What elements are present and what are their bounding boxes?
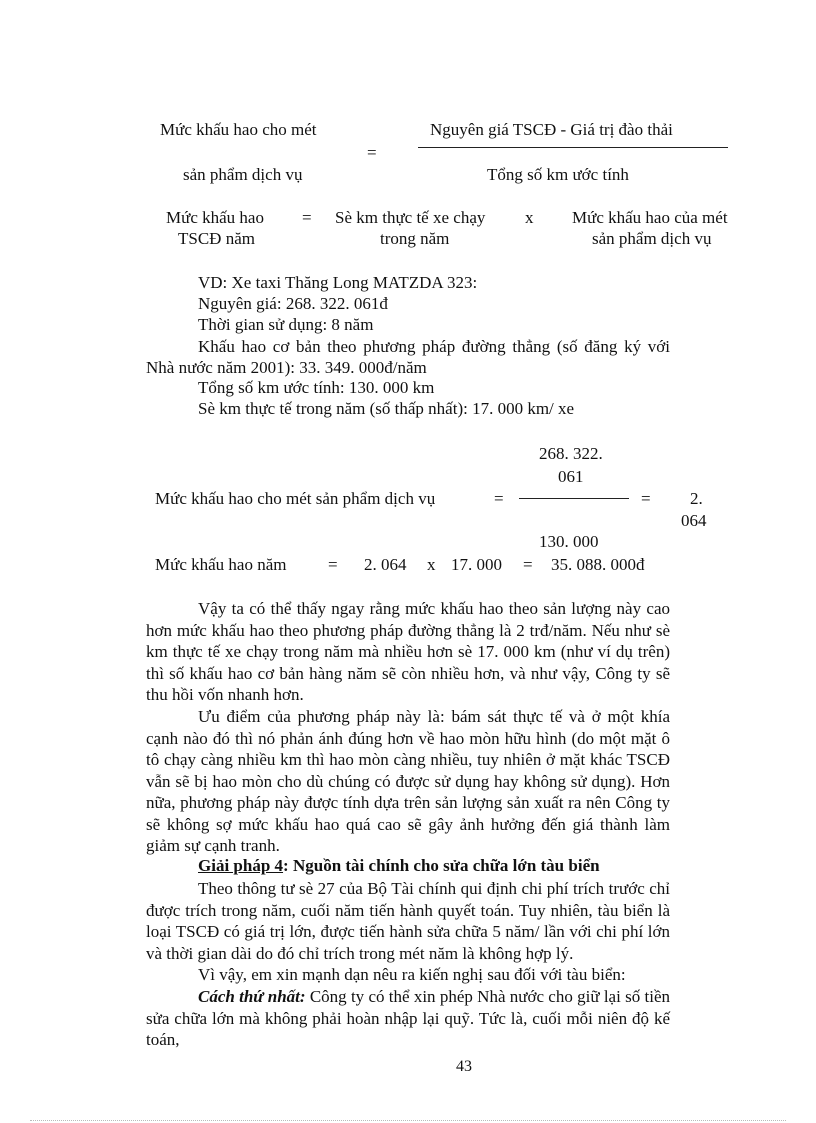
example-line: Khấu hao cơ bản theo phương pháp đường thẳng (số đăng ký với Nhà nước năm 2001): 33. 349. 000đ/năm	[146, 337, 670, 377]
fraction-bar	[519, 498, 629, 499]
paragraph-lead: Cách thứ nhất:	[198, 987, 306, 1006]
formula2-term2-line2: sản phẩm dịch vụ	[592, 229, 712, 248]
section-label: Giải pháp 4	[198, 856, 284, 875]
calc1-denominator: 130. 000	[539, 532, 599, 551]
calc2-label: Mức khấu hao năm	[155, 555, 287, 574]
calc1-equals-2: =	[641, 489, 651, 508]
calc1-numerator-line1: 268. 322.	[539, 444, 603, 463]
paragraph: Vì vậy, em xin mạnh dạn nêu ra kiến nghị sau đối với tàu biển:	[198, 965, 626, 984]
paragraph-text: Công ty có thể xin phép Nhà nước cho giữ lại số tiền sửa chữa lớn mà không phải hoàn nhập lại quỹ. Tức là, cuối mỗi niên độ kế toán,	[146, 987, 670, 1049]
calc1-numerator-line2: 061	[558, 467, 584, 486]
formula2-term2-line1: Mức khấu hao của mét	[572, 208, 728, 227]
example-line: Sè km thực tế trong năm (số thấp nhất): 17. 000 km/ xe	[198, 399, 575, 418]
formula2-term1-line2: trong năm	[380, 229, 450, 248]
calc1-result-line1: 2.	[690, 489, 703, 508]
paragraph: Theo thông tư sè 27 của Bộ Tài chính qui định chi phí trích trước chỉ được trích trong năm, cuối năm tiến hành quyết toán. Tuy nhiên, tàu biển là loại TSCĐ có giá trị lớn, được tiến hành sửa chữa 5 năm/ lần với chi phí lớn và thời gian dài do đó chỉ trích trong mét năm là không hợp lý.	[146, 879, 670, 963]
formula2-lhs-line2: TSCĐ năm	[178, 229, 255, 248]
example-line: Nguyên giá: 268. 322. 061đ	[198, 294, 388, 313]
calc2-operand-a: 2. 064	[364, 555, 407, 574]
formula1-lhs-line2: sản phẩm dịch vụ	[183, 165, 303, 184]
calc2-equals: =	[328, 555, 338, 574]
calc1-result-line2: 064	[681, 511, 707, 530]
example-line: Tổng số km ước tính: 130. 000 km	[198, 378, 435, 397]
fraction-bar	[418, 147, 728, 148]
calc1-label: Mức khấu hao cho mét sản phẩm dịch vụ	[155, 489, 436, 508]
paragraph	[146, 986, 670, 1051]
formula1-numerator: Nguyên giá TSCĐ - Giá trị đào thải	[430, 120, 673, 139]
paragraph: Vậy ta có thể thấy ngay rằng mức khấu hao theo sản lượng này cao hơn mức khấu hao theo phương pháp đường thẳng là 2 trđ/năm. Nếu như sè km thực tế xe chạy trong năm mà nhiều hơn sè 17. 000 km (như ví dụ trên) thì số khấu hao cơ bản hàng năm sẽ còn nhiều hơn, và như vậy, Công ty sẽ thu hồi vốn nhanh hơn.	[146, 599, 670, 704]
paragraph: Ưu điểm của phương pháp này là: bám sát thực tế và ở một khía cạnh nào đó thì nó phản ánh đúng hơn về hao mòn hữu hình (do một mặt ô tô chạy càng nhiều km thì hao mòn càng nhiều, tuy nhiên ở mặt khác TSCĐ vẫn sẽ bị hao mòn cho dù chúng có được sử dụng hay không sử dụng). Hơn nữa, phương pháp này được tính dựa trên sản lượng sản xuất ra nên Công ty sẽ không sợ mức khấu hao quá cao sẽ gây ảnh hưởng đến giá thành làm giảm sự cạnh tranh.	[146, 707, 670, 855]
formula1-equals: =	[367, 143, 377, 162]
calc2-operator: x	[427, 555, 436, 574]
example-line: VD: Xe taxi Thăng Long MATZDA 323:	[198, 273, 478, 292]
section-heading	[198, 856, 600, 876]
calc2-result: 35. 088. 000đ	[551, 555, 645, 574]
section-title: : Nguồn tài chính cho sửa chữa lớn tàu biển	[283, 856, 600, 875]
formula1-denominator: Tổng số km ước tính	[487, 165, 629, 184]
formula1-lhs-line1: Mức khấu hao cho mét	[160, 120, 317, 139]
formula2-operator: x	[525, 208, 534, 227]
formula2-lhs-line1: Mức khấu hao	[166, 208, 264, 227]
page-number: 43	[456, 1058, 472, 1075]
formula2-equals: =	[302, 208, 312, 227]
calc1-equals: =	[494, 489, 504, 508]
example-line: Thời gian sử dụng: 8 năm	[198, 315, 374, 334]
footer-divider	[30, 1120, 786, 1121]
calc2-equals-2: =	[523, 555, 533, 574]
formula2-term1-line1: Sè km thực tế xe chạy	[335, 208, 486, 227]
calc2-operand-b: 17. 000	[451, 555, 502, 574]
